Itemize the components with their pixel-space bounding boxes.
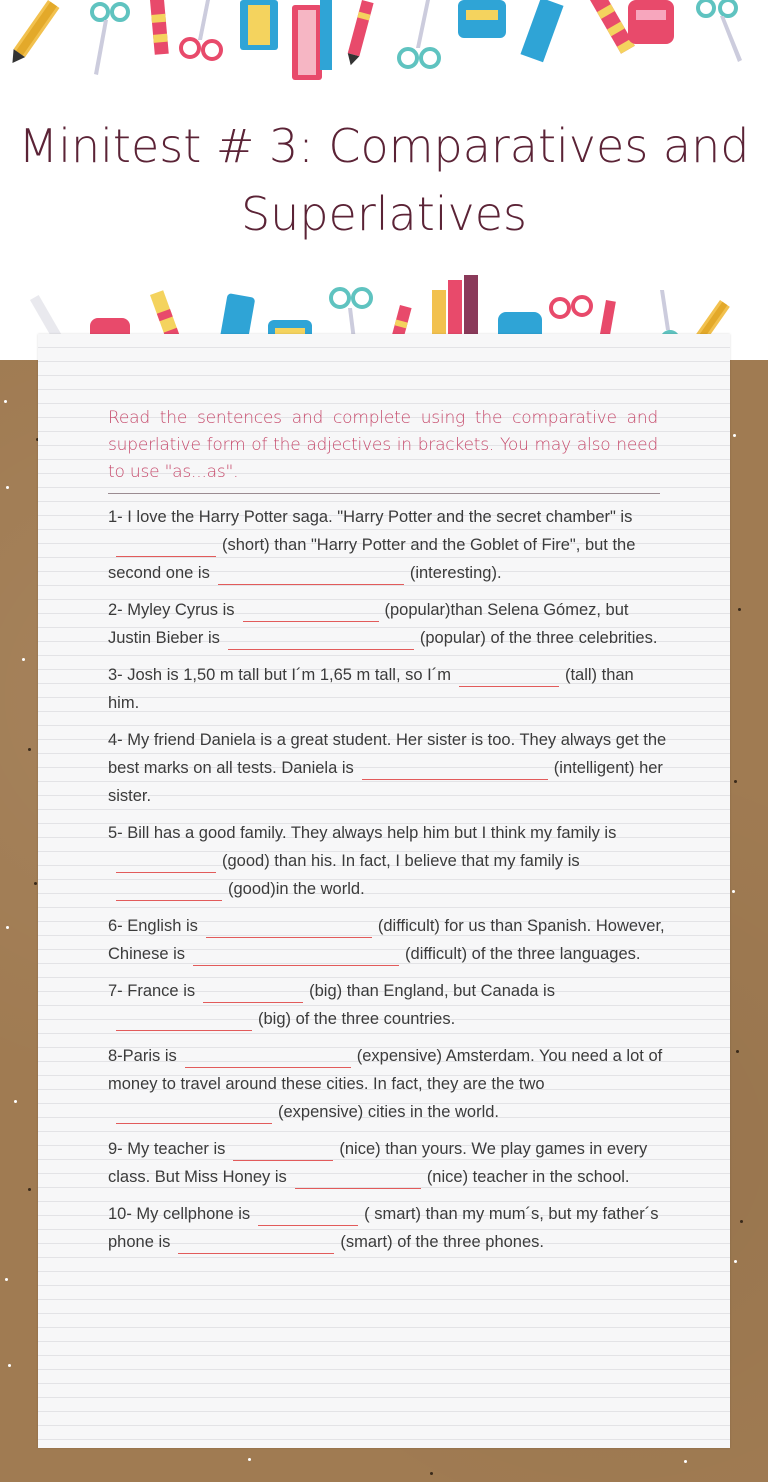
backpack-icon	[458, 0, 506, 38]
book-icon	[292, 0, 332, 80]
backpack-icon	[628, 0, 674, 44]
instructions-text: Read the sentences and complete using the comparative and superlative form of the adjectives in brackets. You may also need to use "as...as".	[108, 408, 658, 482]
answer-blank-10b[interactable]	[178, 1233, 334, 1254]
answer-blank-8a[interactable]	[185, 1047, 351, 1068]
worksheet-header	[0, 0, 768, 360]
book-icon	[240, 0, 278, 50]
answer-blank-9a[interactable]	[233, 1140, 333, 1161]
page-title: Minitest # 3: Comparatives and Superlatives	[18, 119, 750, 241]
question-5: 5- Bill has a good family. They always help him but I think my family is(good) than his. In fact, I believe that my family is(good)in the world.	[108, 819, 668, 903]
question-7: 7- France is (big) than England, but Canada is(big) of the three countries.	[108, 977, 668, 1033]
school-supplies-border-top	[0, 0, 768, 95]
scissors-icon	[181, 0, 221, 59]
question-9: 9- My teacher is (nice) than yours. We play games in every class. But Miss Honey is (nice) teacher in the school.	[108, 1135, 668, 1191]
answer-blank-5b[interactable]	[116, 880, 222, 901]
divider	[108, 493, 660, 494]
question-3: 3- Josh is 1,50 m tall but I´m 1,65 m tall, so I´m (tall) than him.	[108, 666, 634, 712]
scissors-icon	[92, 4, 128, 75]
answer-blank-6b[interactable]	[193, 945, 399, 966]
answer-blank-2a[interactable]	[243, 601, 379, 622]
pencil-icon	[30, 295, 61, 339]
question-1: 1- I love the Harry Potter saga. "Harry Potter and the secret chamber" is(short) than "Harry Potter and the Goblet of Fire", but the second one is (interesting).	[108, 503, 668, 587]
scissors-icon	[331, 289, 371, 340]
answer-blank-6a[interactable]	[206, 917, 372, 938]
scissors-icon	[698, 0, 742, 62]
scissors-icon	[399, 0, 439, 67]
question-2: 2- Myley Cyrus is (popular)than Selena Gómez, but Justin Bieber is (popular) of the three celebrities.	[108, 596, 668, 652]
answer-blank-5a[interactable]	[116, 852, 216, 873]
answer-blank-7a[interactable]	[203, 982, 303, 1003]
question-6: 6- English is (difficult) for us than Spanish. However, Chinese is (difficult) of the three languages.	[108, 912, 668, 968]
question-list	[108, 503, 668, 1265]
book-icon	[520, 0, 563, 62]
answer-blank-3a[interactable]	[459, 666, 559, 687]
question-8: 8-Paris is (expensive) Amsterdam. You need a lot of money to travel around these cities. In fact, they are the two(expensive) cities in the world.	[108, 1042, 668, 1126]
crayon-icon	[150, 0, 169, 55]
answer-blank-10a[interactable]	[258, 1205, 358, 1226]
scissors-icon	[551, 297, 591, 317]
answer-blank-4a[interactable]	[362, 759, 548, 780]
pencil-icon	[7, 0, 60, 67]
answer-blank-1a[interactable]	[116, 536, 216, 557]
pencil-icon	[345, 0, 374, 67]
answer-blank-2b[interactable]	[228, 629, 414, 650]
answer-blank-9b[interactable]	[295, 1168, 421, 1189]
question-4: 4- My friend Daniela is a great student. Her sister is too. They always get the best marks on all tests. Daniela is (intelligent) her sister.	[108, 731, 667, 805]
answer-blank-7b[interactable]	[116, 1010, 252, 1031]
question-10: 10- My cellphone is ( smart) than my mum´s, but my father´s phone is (smart) of the three phones.	[108, 1200, 668, 1256]
answer-blank-1b[interactable]	[218, 564, 404, 585]
answer-blank-8b[interactable]	[116, 1103, 272, 1124]
